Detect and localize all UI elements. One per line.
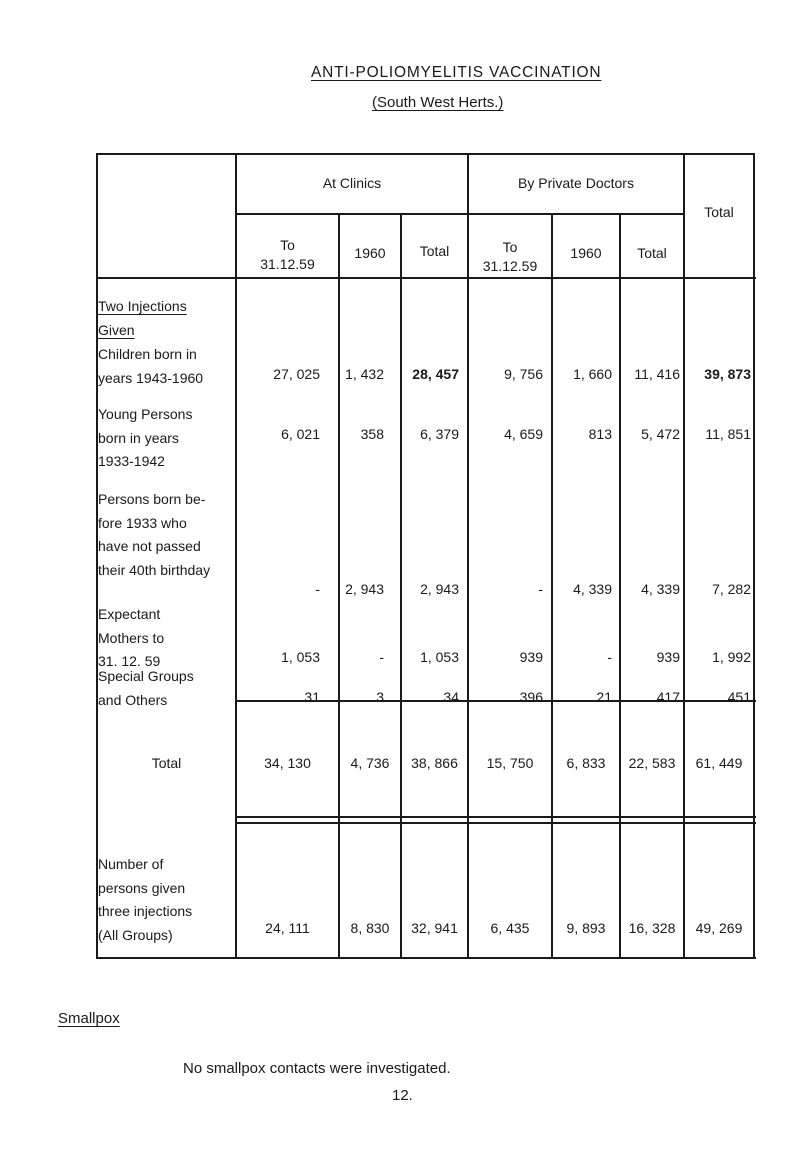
cell-three-injections-clinic-to-date: 24, 111 bbox=[265, 920, 310, 936]
smallpox-note: No smallpox contacts were investigated. bbox=[183, 1060, 451, 1077]
cell-clinic-1960: 2, 943 bbox=[345, 581, 384, 597]
cell-grand-total: 39, 873 bbox=[704, 366, 751, 382]
cell-clinic-to-date: 1, 053 bbox=[281, 649, 320, 665]
cell-clinic-1960: - bbox=[379, 649, 384, 665]
table-bottom-border bbox=[97, 957, 756, 959]
page-number: 12. bbox=[392, 1087, 413, 1104]
row-label-three-injections: Number of persons given three injections (All Groups) bbox=[98, 856, 193, 943]
cell-clinic-to-date: 31 bbox=[304, 689, 320, 705]
subtitle-text: (South West Herts.) bbox=[372, 94, 504, 111]
page-subtitle bbox=[372, 94, 503, 111]
cell-private-1960: - bbox=[607, 649, 612, 665]
cell-private-1960: 4, 339 bbox=[573, 581, 612, 597]
cell-clinic-to-date: 6, 021 bbox=[281, 426, 320, 442]
cell-private-1960: 21 bbox=[596, 689, 612, 705]
total-row-bottom-border bbox=[236, 816, 756, 818]
header-total: Total bbox=[704, 204, 734, 220]
cell-private-to-date: 396 bbox=[519, 689, 543, 705]
two-injections-heading-line: Given bbox=[98, 321, 135, 338]
cell-clinic-total: 6, 379 bbox=[420, 426, 459, 442]
row-label-total: Total bbox=[151, 755, 182, 771]
header-bottom-border bbox=[97, 277, 756, 279]
subheader-clinic-1960: 1960 bbox=[354, 245, 386, 261]
cell-private-to-date: - bbox=[538, 581, 543, 597]
cell-private-total: 939 bbox=[656, 649, 680, 665]
subheader-divider bbox=[236, 213, 684, 215]
row-label-children: Children born in years 1943-1960 bbox=[98, 346, 204, 386]
table-top-border bbox=[97, 153, 753, 155]
subheader-private-total: Total bbox=[637, 245, 667, 261]
cell-clinic-1960: 1, 432 bbox=[345, 366, 384, 382]
cell-clinic-total: 2, 943 bbox=[420, 581, 459, 597]
cell-three-injections-clinic-1960: 8, 830 bbox=[350, 920, 390, 936]
row-label-expectant-mothers: Expectant Mothers to 31. 12. 59 bbox=[98, 606, 165, 669]
cell-total-clinic-to-date: 34, 130 bbox=[264, 755, 311, 771]
col-divider-grand-total bbox=[683, 153, 685, 959]
table-right-border bbox=[753, 153, 755, 959]
cell-grand-total: 451 bbox=[727, 689, 751, 705]
cell-clinic-total: 1, 053 bbox=[420, 649, 459, 665]
subheader-private-1960: 1960 bbox=[570, 245, 602, 261]
cell-grand-total: 1, 992 bbox=[712, 649, 751, 665]
cell-clinic-total: 34 bbox=[443, 689, 459, 705]
header-at-clinics: At Clinics bbox=[322, 175, 382, 191]
smallpox-heading: Smallpox bbox=[58, 1010, 120, 1027]
cell-three-injections-private-to-date: 6, 435 bbox=[490, 920, 530, 936]
total-row-bottom-border-double bbox=[236, 822, 756, 824]
subheader-private-to-date: To 31.12.59 bbox=[482, 239, 538, 274]
cell-private-1960: 1, 660 bbox=[573, 366, 612, 382]
cell-total-clinic-total: 38, 866 bbox=[411, 755, 458, 771]
cell-grand-total: 11, 851 bbox=[705, 426, 751, 442]
cell-private-total: 5, 472 bbox=[641, 426, 680, 442]
subheader-clinic-total: Total bbox=[419, 243, 450, 259]
cell-three-injections-private-total: 16, 328 bbox=[628, 920, 676, 936]
cell-clinic-1960: 358 bbox=[360, 426, 384, 442]
cell-private-total: 4, 339 bbox=[641, 581, 680, 597]
cell-grand-total: 7, 282 bbox=[712, 581, 751, 597]
row-label-special-groups: Special Groups and Others bbox=[98, 668, 194, 708]
cell-total-grand-total: 61, 449 bbox=[695, 755, 743, 771]
cell-clinic-1960: 3 bbox=[376, 689, 384, 705]
cell-private-to-date: 9, 756 bbox=[504, 366, 543, 382]
cell-three-injections-clinic-total: 32, 941 bbox=[411, 920, 458, 936]
cell-private-total: 11, 416 bbox=[634, 366, 680, 382]
two-injections-heading-line: Two Injections bbox=[98, 298, 187, 314]
cell-private-1960: 813 bbox=[588, 426, 612, 442]
cell-total-private-to-date: 15, 750 bbox=[486, 755, 534, 771]
cell-total-private-1960: 6, 833 bbox=[566, 755, 606, 771]
cell-clinic-to-date: 27, 025 bbox=[273, 366, 320, 382]
subheader-clinic-to-date: To 31.12.59 bbox=[260, 237, 315, 272]
cell-private-to-date: 4, 659 bbox=[504, 426, 543, 442]
two-injections-heading bbox=[98, 295, 187, 342]
cell-total-clinic-1960: 4, 736 bbox=[350, 755, 390, 771]
row-label-persons-before-1933: Persons born be- fore 1933 who have not passed their 40th birthday bbox=[98, 491, 211, 578]
page-title: ANTI-POLIOMYELITIS VACCINATION bbox=[311, 64, 602, 81]
cell-clinic-to-date: - bbox=[315, 581, 320, 597]
cell-clinic-total: 28, 457 bbox=[412, 366, 459, 382]
cell-three-injections-grand-total: 49, 269 bbox=[695, 920, 743, 936]
cell-private-to-date: 939 bbox=[519, 649, 543, 665]
cell-private-total: 417 bbox=[656, 689, 680, 705]
cell-three-injections-private-1960: 9, 893 bbox=[566, 920, 606, 936]
cell-total-private-total: 22, 583 bbox=[628, 755, 676, 771]
header-by-private-doctors: By Private Doctors bbox=[518, 175, 634, 191]
row-label-young-persons: Young Persons born in years 1933-1942 bbox=[98, 406, 193, 469]
